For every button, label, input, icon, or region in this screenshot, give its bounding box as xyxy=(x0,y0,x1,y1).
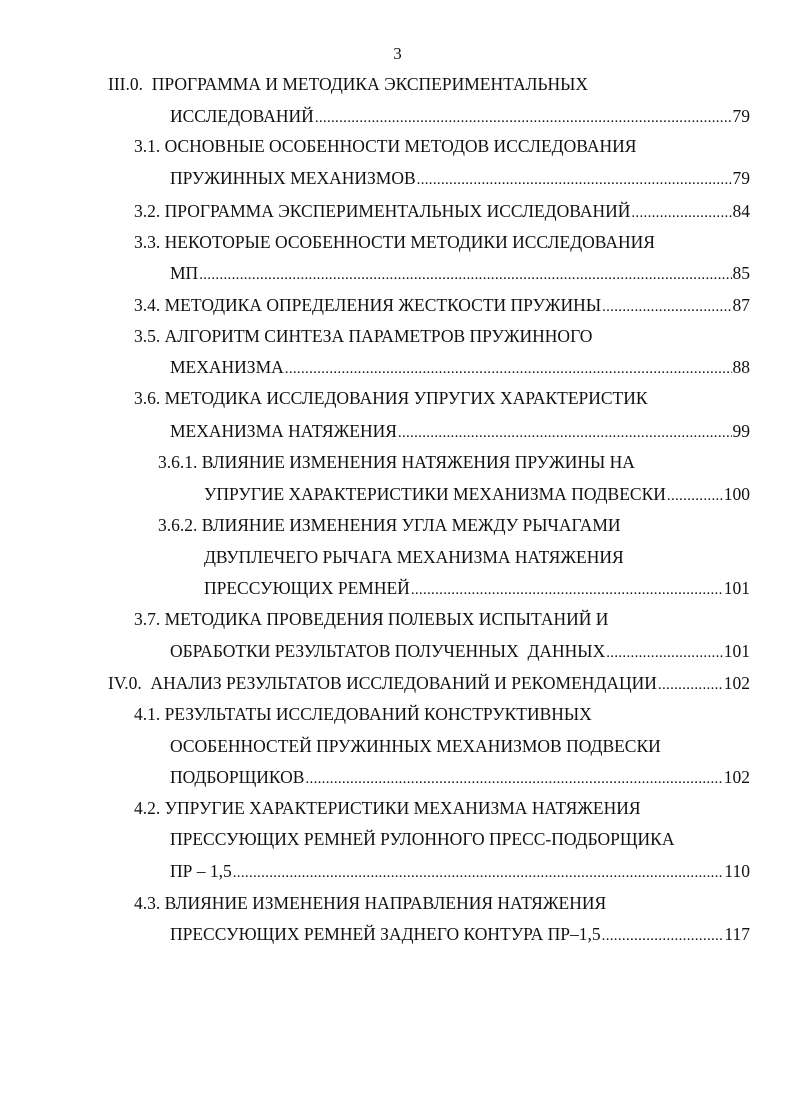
toc-page-ref: 102 xyxy=(723,673,750,693)
toc-entry-text: МЕХАНИЗМА НАТЯЖЕНИЯ xyxy=(170,421,397,441)
toc-line xyxy=(134,384,744,412)
toc-line xyxy=(170,825,744,853)
toc-page-ref: 117 xyxy=(724,924,750,944)
toc-line xyxy=(204,480,750,508)
toc-entry-text: ПР – 1,5 xyxy=(170,861,232,881)
toc-line xyxy=(170,259,750,287)
toc-line xyxy=(134,197,750,225)
dot-leader xyxy=(667,482,723,510)
toc-entry-text: ОСОБЕННОСТЕЙ ПРУЖИННЫХ МЕХАНИЗМОВ ПОДВЕСКИ xyxy=(170,736,661,756)
toc-page-ref: 85 xyxy=(732,263,750,283)
toc-line xyxy=(170,857,750,885)
toc-entry-text: 3.6.1. ВЛИЯНИЕ ИЗМЕНЕНИЯ НАТЯЖЕНИЯ ПРУЖИНЫ НА xyxy=(158,452,635,472)
toc-page-ref: 84 xyxy=(732,201,750,221)
toc-page-ref: 87 xyxy=(732,295,750,315)
toc-line xyxy=(170,417,750,445)
toc-entry-text: III.0. ПРОГРАММА И МЕТОДИКА ЭКСПЕРИМЕНТАЛЬНЫХ xyxy=(108,74,589,94)
toc-page-ref: 110 xyxy=(724,861,750,881)
toc-page-ref: 99 xyxy=(732,421,750,441)
toc-line xyxy=(170,732,744,760)
toc-line xyxy=(170,102,750,130)
toc-entry-text: МП xyxy=(170,263,199,283)
toc-entry-text: 3.1. ОСНОВНЫЕ ОСОБЕННОСТИ МЕТОДОВ ИССЛЕДОВАНИЯ xyxy=(134,136,637,156)
dot-leader xyxy=(398,419,732,447)
dot-leader xyxy=(315,104,732,132)
toc-entry-text: ИССЛЕДОВАНИЙ xyxy=(170,106,314,126)
toc-entry-text: 3.4. МЕТОДИКА ОПРЕДЕЛЕНИЯ ЖЕСТКОСТИ ПРУЖИНЫ xyxy=(134,295,602,315)
dot-leader xyxy=(305,765,722,793)
toc-page-ref: 100 xyxy=(723,484,750,504)
toc-page-ref: 101 xyxy=(723,641,750,661)
toc-entry-text: 3.6.2. ВЛИЯНИЕ ИЗМЕНЕНИЯ УГЛА МЕЖДУ РЫЧАГАМИ xyxy=(158,515,621,535)
toc-line xyxy=(134,322,744,350)
toc-line xyxy=(134,132,744,160)
toc-page-ref: 79 xyxy=(732,106,750,126)
toc-entry-text: 3.2. ПРОГРАММА ЭКСПЕРИМЕНТАЛЬНЫХ ИССЛЕДОВАНИЙ xyxy=(134,201,631,221)
toc-entry-text: ПРЕССУЮЩИХ РЕМНЕЙ РУЛОННОГО ПРЕСС-ПОДБОРЩИКА xyxy=(170,829,675,849)
toc-line xyxy=(134,794,744,822)
toc-line xyxy=(158,511,748,539)
toc-entry-text: 4.2. УПРУГИЕ ХАРАКТЕРИСТИКИ МЕХАНИЗМА НАТЯЖЕНИЯ xyxy=(134,798,641,818)
toc-line xyxy=(134,228,744,256)
toc-line xyxy=(134,889,744,917)
toc-entry-text: ПРЕССУЮЩИХ РЕМНЕЙ ЗАДНЕГО КОНТУРА ПР–1,5 xyxy=(170,924,601,944)
toc-line xyxy=(134,700,744,728)
toc-line xyxy=(170,164,750,192)
toc-line xyxy=(108,669,750,697)
toc-entry-text: 4.3. ВЛИЯНИЕ ИЗМЕНЕНИЯ НАПРАВЛЕНИЯ НАТЯЖЕНИЯ xyxy=(134,893,607,913)
dot-leader xyxy=(606,639,723,667)
toc-line xyxy=(158,448,748,476)
toc-line xyxy=(134,291,750,319)
toc-entry-text: 3.6. МЕТОДИКА ИССЛЕДОВАНИЯ УПРУГИХ ХАРАКТЕРИСТИК xyxy=(134,388,648,408)
toc-entry-text: ОБРАБОТКИ РЕЗУЛЬТАТОВ ПОЛУЧЕННЫХ ДАННЫХ xyxy=(170,641,606,661)
toc-page-ref: 79 xyxy=(732,168,750,188)
dot-leader xyxy=(199,261,731,289)
toc-entry-text: 4.1. РЕЗУЛЬТАТЫ ИССЛЕДОВАНИЙ КОНСТРУКТИВНЫХ xyxy=(134,704,592,724)
toc-line xyxy=(134,605,744,633)
toc-entry-text: IV.0. АНАЛИЗ РЕЗУЛЬТАТОВ ИССЛЕДОВАНИЙ И РЕКОМЕНДАЦИИ xyxy=(108,673,657,693)
dot-leader xyxy=(285,355,732,383)
toc-line xyxy=(204,574,750,602)
toc-entry-text: 3.3. НЕКОТОРЫЕ ОСОБЕННОСТИ МЕТОДИКИ ИССЛЕДОВАНИЯ xyxy=(134,232,655,252)
dot-leader xyxy=(233,859,724,887)
toc-entry-text: ДВУПЛЕЧЕГО РЫЧАГА МЕХАНИЗМА НАТЯЖЕНИЯ xyxy=(204,547,624,567)
toc-page-ref: 88 xyxy=(732,357,750,377)
toc-line xyxy=(204,543,744,571)
toc-line xyxy=(170,637,750,665)
toc-line xyxy=(108,70,748,98)
toc-entry-text: ПРЕССУЮЩИХ РЕМНЕЙ xyxy=(204,578,410,598)
toc-entry-text: ПРУЖИННЫХ МЕХАНИЗМОВ xyxy=(170,168,416,188)
dot-leader xyxy=(417,166,732,194)
toc-entry-text: УПРУГИЕ ХАРАКТЕРИСТИКИ МЕХАНИЗМА ПОДВЕСКИ xyxy=(204,484,666,504)
dot-leader xyxy=(631,199,731,227)
toc-entry-text: ПОДБОРЩИКОВ xyxy=(170,767,305,787)
toc-line xyxy=(170,920,750,948)
page-number: 3 xyxy=(393,44,402,63)
toc-line xyxy=(170,353,750,381)
toc-page-ref: 101 xyxy=(723,578,750,598)
toc-entry-text: МЕХАНИЗМА xyxy=(170,357,284,377)
dot-leader xyxy=(658,671,723,699)
toc-page-ref: 102 xyxy=(723,767,750,787)
dot-leader xyxy=(602,922,724,950)
toc-entry-text: 3.7. МЕТОДИКА ПРОВЕДЕНИЯ ПОЛЕВЫХ ИСПЫТАНИЙ И xyxy=(134,609,609,629)
toc-entry-text: 3.5. АЛГОРИТМ СИНТЕЗА ПАРАМЕТРОВ ПРУЖИННОГО xyxy=(134,326,593,346)
dot-leader xyxy=(602,293,731,321)
toc-line xyxy=(170,763,750,791)
dot-leader xyxy=(411,576,723,604)
